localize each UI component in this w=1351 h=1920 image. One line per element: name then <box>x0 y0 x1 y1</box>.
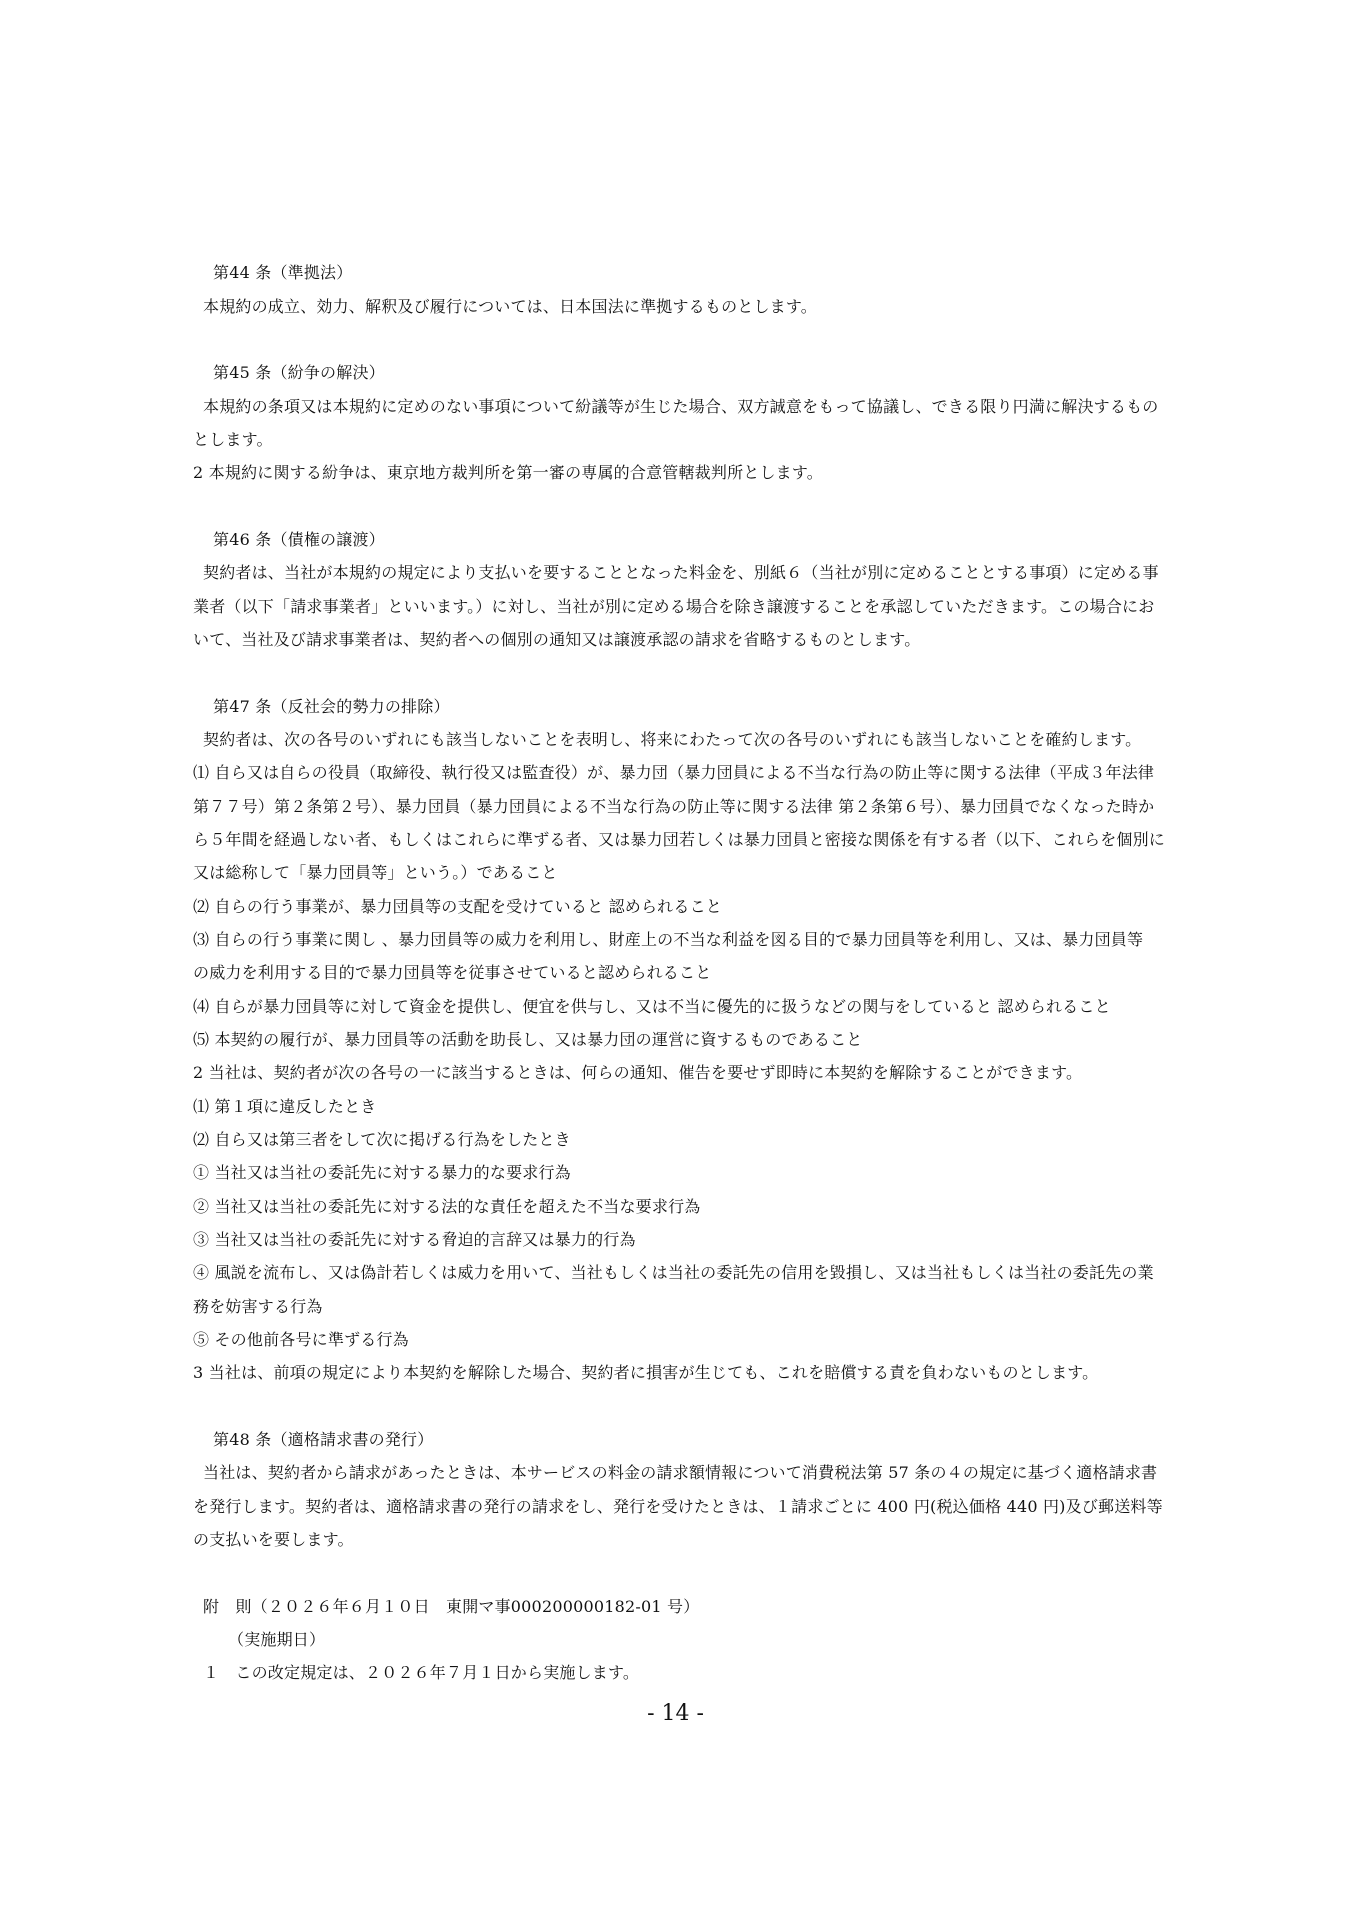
article-47-subitem-4: ④ 風説を流布し、又は偽計若しくは威力を用いて、当社もしくは当社の委託先の信用を毀損し、又は当社もしくは当社の委託先の業 <box>193 1263 1154 1282</box>
article-47-text-line: 契約者は、次の各号のいずれにも該当しないことを表明し、将来にわたって次の各号のいずれにも該当しないことを確約します。 <box>203 730 1142 749</box>
article-46-text-line: 業者（以下「請求事業者」といいます。）に対し、当社が別に定める場合を除き譲渡することを承認していただきます。この場合にお <box>193 597 1155 616</box>
article-47-clause-3: 3 当社は、前項の規定により本契約を解除した場合、契約者に損害が生じても、これを賠償する責を負わないものとします。 <box>193 1363 1099 1382</box>
supplementary-item: １ この改定規定は、２０２６年７月１日から実施します。 <box>203 1663 640 1682</box>
article-48-heading: 第48 条（適格請求書の発行） <box>213 1430 434 1449</box>
article-47-item-1-cont: 又は総称して「暴力団員等」という。）であること <box>193 863 558 882</box>
article-45-clause-2: 2 本規約に関する紛争は、東京地方裁判所を第一審の専属的合意管轄裁判所とします。 <box>193 463 823 482</box>
article-47-heading: 第47 条（反社会的勢力の排除） <box>213 697 450 716</box>
article-47-subitem-3: ③ 当社又は当社の委託先に対する脅迫的言辞又は暴力的行為 <box>193 1230 636 1249</box>
article-47-clause-2-item-2: ⑵ 自ら又は第三者をして次に掲げる行為をしたとき <box>193 1130 571 1149</box>
article-45-text-line: とします。 <box>193 430 273 449</box>
article-47-item-4: ⑷ 自らが暴力団員等に対して資金を提供し、便宜を供与し、又は不当に優先的に扱うなどの関与をしていると 認められること <box>193 997 1111 1016</box>
page-number: - 14 - <box>647 1701 704 1726</box>
article-46-text-line: いて、当社及び請求事業者は、契約者への個別の通知又は譲渡承認の請求を省略するものとします。 <box>193 630 921 649</box>
article-45-heading: 第45 条（紛争の解決） <box>213 363 385 382</box>
article-47-clause-2-item-1: ⑴ 第１項に違反したとき <box>193 1097 377 1116</box>
article-47-item-2: ⑵ 自らの行う事業が、暴力団員等の支配を受けていると 認められること <box>193 897 722 916</box>
article-47-subitem-4-cont: 務を妨害する行為 <box>193 1297 323 1316</box>
article-47-item-3: ⑶ 自らの行う事業に関し 、暴力団員等の威力を利用し、財産上の不当な利益を図る目的で暴力団員等を利用し、又は、暴力団員等 <box>193 930 1144 949</box>
article-44-text: 本規約の成立、効力、解釈及び履行については、日本国法に準拠するものとします。 <box>203 297 818 316</box>
supplementary-title: 附 則（２０２６年６月１０日 東開マ事000200000182-01 号） <box>203 1597 700 1616</box>
article-44-heading: 第44 条（準拠法） <box>213 263 353 282</box>
article-47-subitem-2: ② 当社又は当社の委託先に対する法的な責任を超えた不当な要求行為 <box>193 1197 701 1216</box>
article-47-item-1-cont: ら５年間を経過しない者、もしくはこれらに準ずる者、又は暴力団若しくは暴力団員と密接な関係を有する者（以下、これらを個別に <box>193 830 1166 849</box>
article-47-item-5: ⑸ 本契約の履行が、暴力団員等の活動を助長し、又は暴力団の運営に資するものであること <box>193 1030 863 1049</box>
article-47-item-3-cont: の威力を利用する目的で暴力団員等を従事させていると認められること <box>193 963 712 982</box>
article-46-heading: 第46 条（債権の譲渡） <box>213 530 385 549</box>
article-48-text-line: を発行します。契約者は、適格請求書の発行の請求をし、発行を受けたときは、１請求ごとに 400 円(税込価格 440 円)及び郵送料等 <box>193 1497 1163 1516</box>
article-47-item-1-cont: 第７７号）第２条第２号）、暴力団員（暴力団員による不当な行為の防止等に関する法律 第２条第６号）、暴力団員でなくなった時か <box>193 797 1155 816</box>
article-47-clause-2: 2 当社は、契約者が次の各号の一に該当するときは、何らの通知、催告を要せず即時に本契約を解除することができます。 <box>193 1063 1083 1082</box>
supplementary-subtitle: （実施期日） <box>228 1630 326 1649</box>
article-47-subitem-5: ⑤ その他前各号に準ずる行為 <box>193 1330 409 1349</box>
article-47-subitem-1: ① 当社又は当社の委託先に対する暴力的な要求行為 <box>193 1163 571 1182</box>
article-46-text-line: 契約者は、当社が本規約の規定により支払いを要することとなった料金を、別紙６（当社が別に定めることとする事項）に定める事 <box>203 563 1159 582</box>
article-47-item-1: ⑴ 自ら又は自らの役員（取締役、執行役又は監査役）が、暴力団（暴力団員による不当な行為の防止等に関する法律（平成３年法律 <box>193 763 1155 782</box>
article-45-text-line: 本規約の条項又は本規約に定めのない事項について紛議等が生じた場合、双方誠意をもって協議し、できる限り円満に解決するもの <box>203 397 1159 416</box>
article-48-text-line: 当社は、契約者から請求があったときは、本サービスの料金の請求額情報について消費税法第 57 条の４の規定に基づく適格請求書 <box>203 1463 1158 1482</box>
article-48-text-line: の支払いを要します。 <box>193 1530 354 1549</box>
